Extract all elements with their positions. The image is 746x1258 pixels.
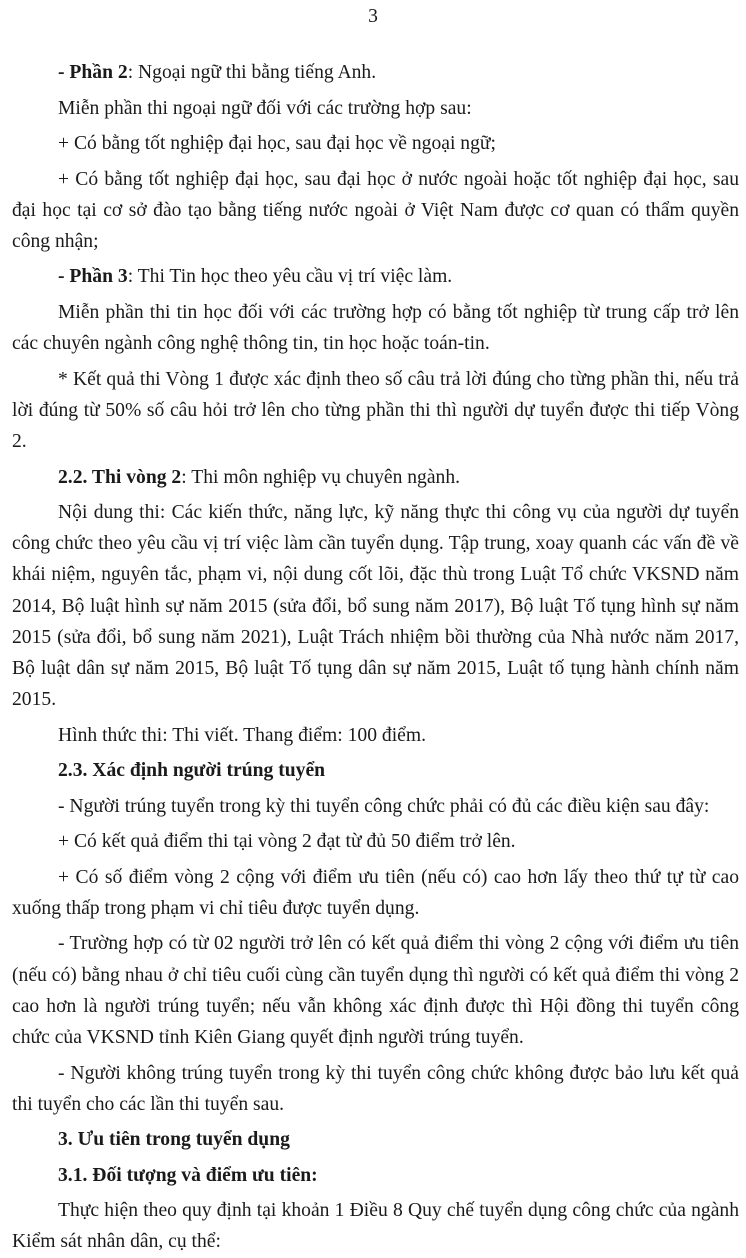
paragraph-text: + Có kết quả điểm thi tại vòng 2 đạt từ đủ 50 điểm trở lên. [58,831,516,853]
paragraph [12,791,739,822]
paragraph-text: Hình thức thi: Thi viết. Thang điểm: 100 điểm. [58,724,426,746]
paragraph [12,261,739,292]
paragraph-text: : Thi Tin học theo yêu cầu vị trí việc làm. [127,266,453,288]
paragraph [12,928,739,1053]
paragraph-text: Nội dung thi: Các kiến thức, năng lực, kỹ năng thực thi công vụ của người dự tuyển công chức theo yêu cầu vị trí việc làm cần tuyển dụng. Tập trung, xoay quanh các vấn đề về khái niệm, nguyên tắc, phạm vi, nội dung cốt lõi, đặc thù trong Luật Tổ chức VKSND năm 2014, Bộ luật hình sự năm 2015 (sửa đổi, bổ sung năm 2017), Bộ luật Tố tụng hình sự năm 2015 (sửa đổi, bổ sung năm 2021), Luật Trách nhiệm bồi thường của Nhà nước năm 2017, Bộ luật dân sự năm 2015, Bộ luật Tố tụng dân sự năm 2015, Luật tố tụng hành chính năm 2015. [12,502,739,711]
paragraph [12,755,739,786]
paragraph [12,57,739,88]
paragraph [12,1160,739,1191]
section-heading: 3. Ưu tiên trong tuyển dụng [58,1129,290,1151]
paragraph [12,497,739,715]
paragraph-text: - Người trúng tuyển trong kỳ thi tuyển công chức phải có đủ các điều kiện sau đây: [58,795,710,817]
paragraph [12,128,739,159]
paragraph [12,1195,739,1257]
paragraph [12,364,739,458]
paragraph-text: : Thi môn nghiệp vụ chuyên ngành. [181,466,461,488]
paragraph-text: - Trường hợp có từ 02 người trở lên có kết quả điểm thi vòng 2 cộng với điểm ưu tiên (nếu có) bằng nhau ở chỉ tiêu cuối cùng cần tuyển dụng thì người có kết quả điểm thi vòng 2 cao hơn là người trúng tuyển; nếu vẫn không xác định được thì Hội đồng thi tuyển công chức của VKSND tỉnh Kiên Giang quyết định người trúng tuyển. [12,933,739,1049]
paragraph [12,297,739,359]
paragraph [12,1058,739,1120]
paragraph-text: : Ngoại ngữ thi bằng tiếng Anh. [127,62,377,83]
paragraph [12,93,739,124]
paragraph [12,826,739,857]
paragraph-heading: - Phần 2 [58,62,128,83]
paragraph-text: Miễn phần thi tin học đối với các trường hợp có bằng tốt nghiệp từ trung cấp trở lên các chuyên ngành công nghệ thông tin, tin học hoặc toán-tin. [12,301,739,355]
document-body [12,57,739,1258]
paragraph-text: + Có số điểm vòng 2 cộng với điểm ưu tiên (nếu có) cao hơn lấy theo thứ tự từ cao xuống thấp trong phạm vi chỉ tiêu được tuyển dụng. [12,866,739,919]
section-heading: 3.1. Đối tượng và điểm ưu tiên: [58,1164,318,1186]
paragraph-text: * Kết quả thi Vòng 1 được xác định theo số câu trả lời đúng cho từng phần thi, nếu trả lời đúng từ 50% số câu hỏi trở lên cho từng phần thi thì người dự tuyển được thi tiếp Vòng 2. [12,368,739,453]
paragraph-text: Thực hiện theo quy định tại khoản 1 Điều 8 Quy chế tuyển dụng công chức của ngành Kiểm sát nhân dân, cụ thể: [12,1200,739,1253]
section-heading: 2.2. Thi vòng 2 [58,466,182,488]
paragraph [12,1124,739,1155]
paragraph-heading: - Phần 3 [58,266,128,288]
paragraph [12,462,739,493]
paragraph-text: - Người không trúng tuyển trong kỳ thi tuyển công chức không được bảo lưu kết quả thi tuyển cho các lần thi tuyển sau. [12,1062,739,1115]
paragraph [12,720,739,751]
paragraph-text: + Có bằng tốt nghiệp đại học, sau đại học về ngoại ngữ; [58,133,496,154]
paragraph-text: Miễn phần thi ngoại ngữ đối với các trường hợp sau: [58,97,472,119]
page-number: 3 [368,6,378,27]
section-heading: 2.3. Xác định người trúng tuyển [58,760,326,782]
paragraph [12,862,739,924]
paragraph [12,164,739,258]
paragraph-text: + Có bằng tốt nghiệp đại học, sau đại học ở nước ngoài hoặc tốt nghiệp đại học, sau đại học tại cơ sở đào tạo bằng tiếng nước ngoài ở Việt Nam được cơ quan có thẩm quyền công nhận; [12,168,739,252]
